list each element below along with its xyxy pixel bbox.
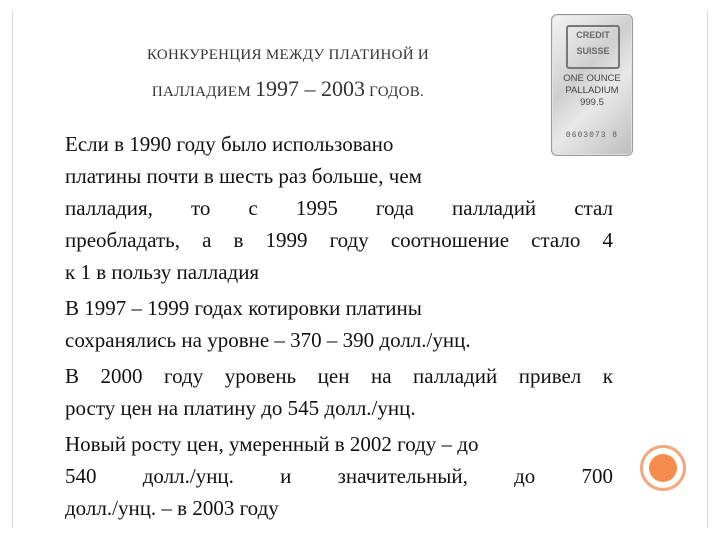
p2-line-1: В 1997 – 1999 годах котировки платины [65,296,422,320]
title-line-1: КОНКУРЕНЦИЯ МЕЖДУ ПЛАТИНОЙ И [146,47,430,63]
p4-line-3: долл./унц. – в 2003 году [65,496,279,520]
bar-serial: 0603073 8 [565,131,619,140]
p1-line-4: преобладать, а в 1999 году соотношение стало 4 [65,228,613,252]
p1-line-1: Если в 1990 году было использовано [65,132,394,156]
bar-weight: ONE OUNCE [563,73,621,84]
paragraph-1 [65,128,613,288]
p4-line-2: 540 долл./унц. и значительный, до 700 [65,464,613,488]
bar-purity: 999.5 [580,97,604,108]
title-line-2-part-c: ГОДОВ. [365,84,425,100]
decorative-circle-icon [640,445,686,491]
decorative-circle-inner [649,454,677,482]
paragraph-3 [65,360,613,424]
p1-line-3: палладия, то с 1995 года палладий стал [65,196,613,220]
paragraph-2 [65,292,613,356]
paragraph-4 [65,428,613,524]
p3-line-2: росту цен на платину до 545 долл./унц. [65,396,416,420]
p1-line-5: к 1 в пользу палладия [65,260,260,284]
bar-inscription [552,73,632,109]
title-line-2-part-a: ПАЛЛАДИЕМ [151,84,256,100]
slide-title [0,38,576,109]
credit-suisse-logo [566,25,620,69]
bar-metal: PALLADIUM [565,85,619,96]
p4-line-1: Новый росту цен, умеренный в 2002 году – до [65,432,479,456]
p2-line-2: сохранялись на уровне – 370 – 390 долл./унц. [65,328,471,352]
brand-line-1: CREDIT [576,30,610,40]
title-line-2 [0,72,576,109]
p1-line-2: платины почти в шесть раз больше, чем [65,164,422,188]
slide-body [65,128,613,528]
title-years: 1997 – 2003 [255,76,366,101]
brand-line-2: SUISSE [576,46,610,56]
p3-line-1: В 2000 году уровень цен на палладий привел к [65,364,613,388]
